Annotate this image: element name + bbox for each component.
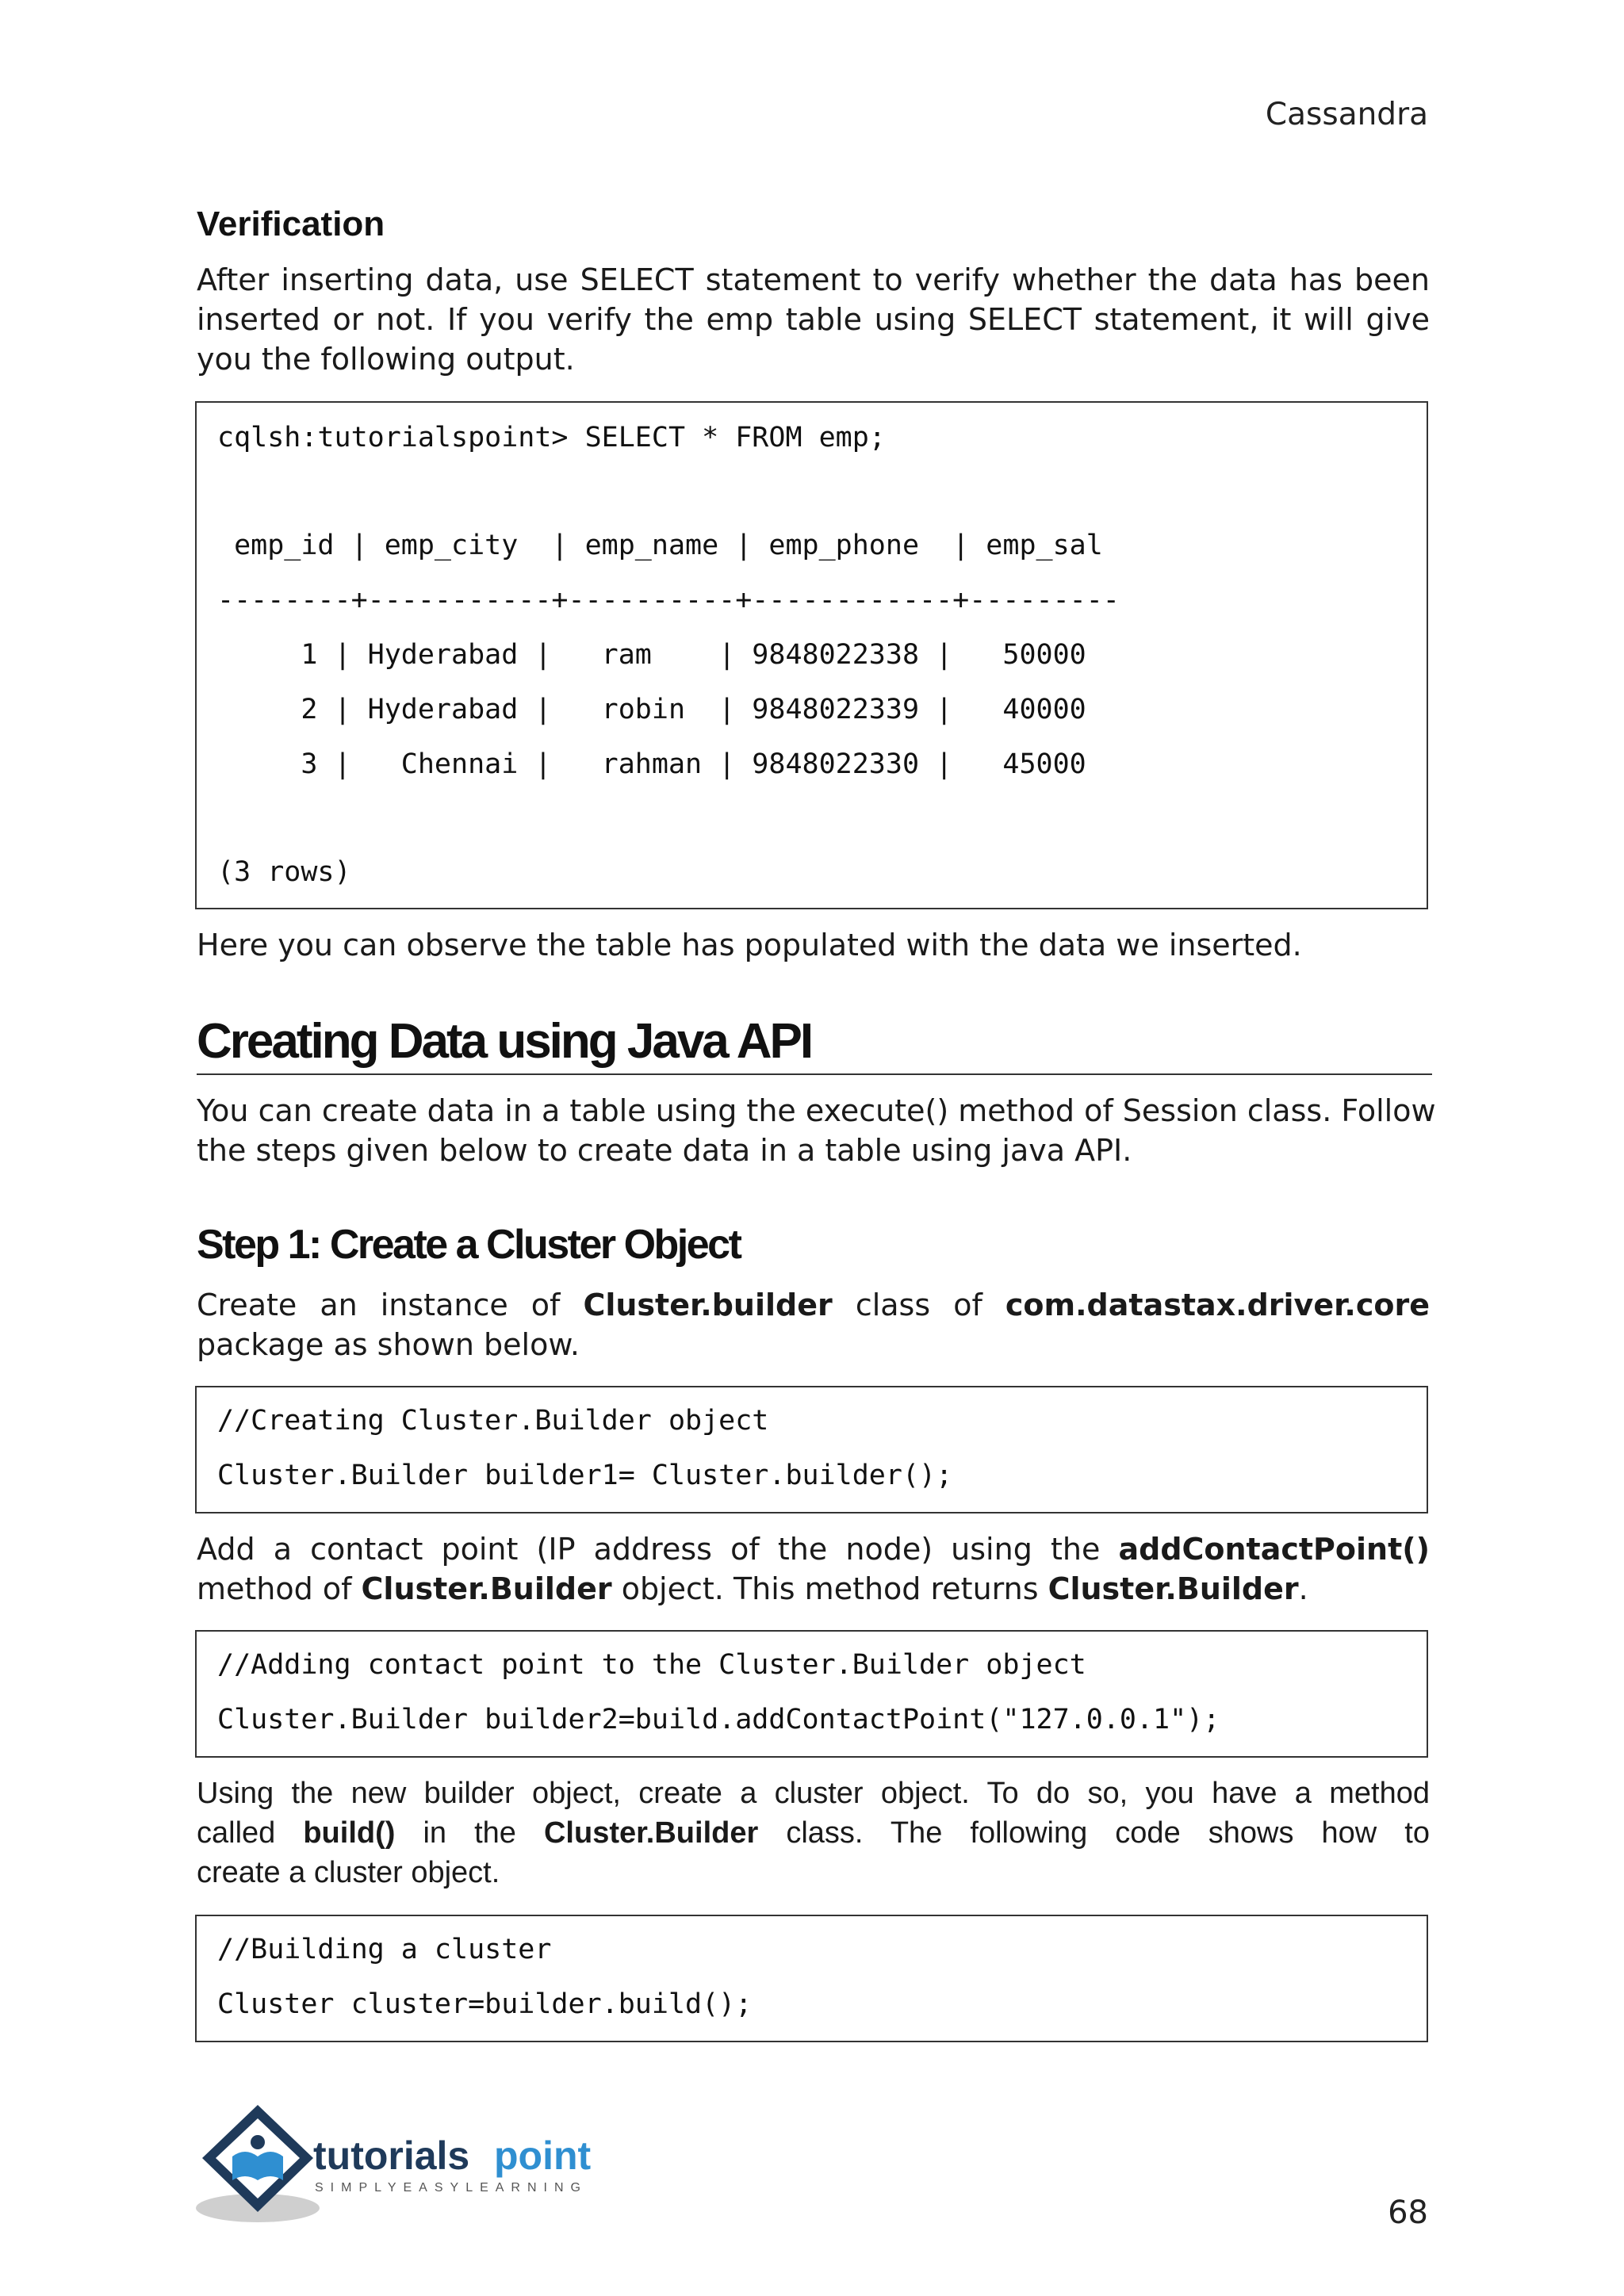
reader-head-icon: [251, 2135, 265, 2149]
code-line: 1 | Hyderabad | ram | 9848022338 | 50000: [217, 639, 1086, 671]
code-box-add-contact-point: [195, 1630, 1428, 1758]
code-line: //Creating Cluster.Builder object: [217, 1405, 769, 1437]
text-line: Add a contact point (IP address of the node) using the addContactPoint(): [197, 1532, 1430, 1567]
code-line: Cluster cluster=builder.build();: [217, 1988, 753, 2020]
java-api-intro: [197, 1091, 1436, 1170]
text-line: Here you can observe the table has populated with the data we inserted.: [197, 928, 1302, 962]
step1-paragraph-3: [197, 1774, 1430, 1892]
code-line: //Adding contact point to the Cluster.Builder object: [217, 1649, 1086, 1681]
text-line: package as shown below.: [197, 1327, 580, 1362]
code-line: emp_id | emp_city | emp_name | emp_phone | emp_sal: [217, 530, 1103, 561]
verification-heading: Verification: [197, 205, 385, 243]
code-line: //Building a cluster: [217, 1934, 552, 1965]
text-line: After inserting data, use SELECT statement to verify whether the data has been: [197, 262, 1430, 297]
code-line: cqlsh:tutorialspoint> SELECT * FROM emp;: [217, 422, 886, 453]
logo-text-tutorials: tutorials: [313, 2133, 470, 2178]
text-line: the steps given below to create data in a table using java API.: [197, 1133, 1132, 1168]
step1-heading: Step 1: Create a Cluster Object: [197, 1222, 741, 1268]
text-line: create a cluster object.: [197, 1856, 500, 1889]
logo-tagline: SIMPLYEASYLEARNING: [315, 2181, 588, 2195]
page-header-title: Cassandra: [1265, 97, 1428, 132]
step1-paragraph-1: [197, 1285, 1430, 1364]
select-output-code-box: [195, 401, 1428, 909]
code-line: 3 | Chennai | rahman | 9848022330 | 45000: [217, 748, 1086, 780]
text-line: method of Cluster.Builder object. This method returns Cluster.Builder.: [197, 1571, 1308, 1606]
code-box-create-builder: [195, 1386, 1428, 1513]
verification-intro: [197, 260, 1430, 379]
text-line: inserted or not. If you verify the emp table using SELECT statement, it will give: [197, 302, 1430, 337]
code-line: 2 | Hyderabad | robin | 9848022339 | 40000: [217, 694, 1086, 725]
text-line: You can create data in a table using the execute() method of Session class. Follow: [197, 1093, 1436, 1128]
text-line: you the following output.: [197, 342, 575, 377]
text-line: Using the new builder object, create a cluster object. To do so, you have a method: [197, 1777, 1430, 1810]
heading-underline: [197, 1073, 1432, 1075]
step1-paragraph-2: [197, 1529, 1430, 1609]
code-line: Cluster.Builder builder1= Cluster.builder();: [217, 1460, 953, 1491]
code-line: (3 rows): [217, 856, 351, 888]
code-line: --------+-----------+----------+------------+---------: [217, 584, 1120, 616]
text-line: Create an instance of Cluster.builder class of com.datastax.driver.core: [197, 1288, 1430, 1322]
tutorialspoint-logo: [194, 2101, 622, 2228]
logo-text-point: point: [494, 2133, 592, 2178]
verification-outro: [197, 925, 1430, 965]
code-box-build-cluster: [195, 1915, 1428, 2042]
page-number: 68: [1388, 2195, 1428, 2231]
text-line: called build() in the Cluster.Builder class. The following code shows how to: [197, 1816, 1430, 1850]
java-api-heading: Creating Data using Java API: [197, 1014, 812, 1069]
code-line: Cluster.Builder builder2=build.addContactPoint("127.0.0.1");: [217, 1704, 1220, 1735]
